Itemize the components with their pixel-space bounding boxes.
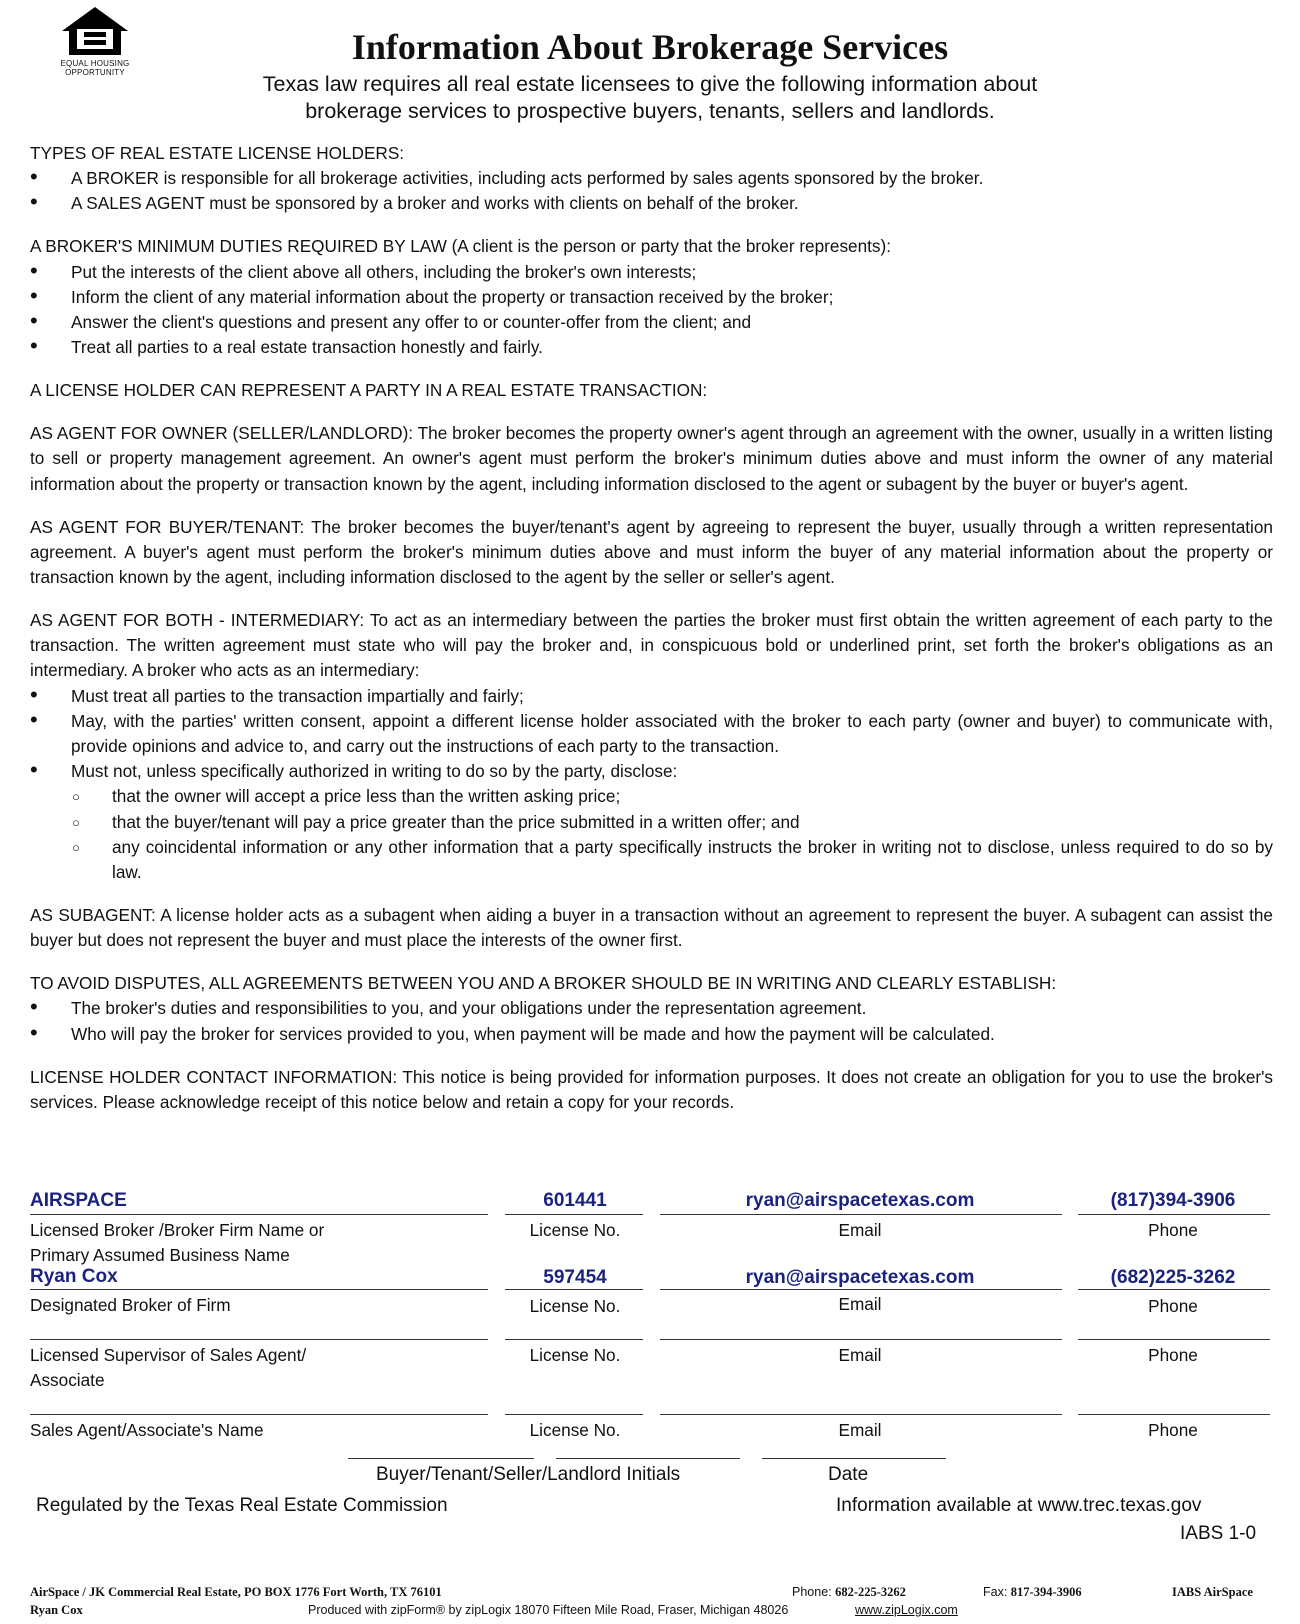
date-line[interactable] — [762, 1458, 946, 1459]
phone-label: Phone — [1148, 1296, 1198, 1316]
sales-agent-name-line[interactable] — [30, 1414, 488, 1415]
list-item — [30, 310, 1273, 335]
disputes-heading: TO AVOID DISPUTES, ALL AGREEMENTS BETWEEN YOU AND A BROKER SHOULD BE IN WRITING AND CLEARLY ESTABLISH: — [30, 973, 1057, 994]
bullet-icon: • — [30, 308, 38, 334]
circle-bullet-icon: ○ — [72, 814, 80, 830]
license-label: License No. — [529, 1220, 621, 1240]
bullet-icon: • — [30, 164, 38, 190]
subtitle-line2: brokerage services to prospective buyers, tenants, sellers and landlords. — [305, 99, 995, 123]
email-label: Email — [838, 1220, 882, 1240]
sub-list-item-text: any coincidental information or any other information that a party specifically instructs the broker in writing not to disclose, unless required to do so by law. — [112, 836, 1273, 883]
phone-value: 682-225-3262 — [835, 1585, 906, 1599]
list-item — [30, 759, 1273, 784]
signature-line — [505, 1289, 643, 1290]
signature-line — [30, 1289, 488, 1290]
page-title: Information About Brokerage Services — [351, 27, 949, 67]
phone-label: Phone — [1148, 1220, 1198, 1240]
sales-agent-license-line[interactable] — [505, 1414, 643, 1415]
list-item-text: Must treat all parties to the transaction impartially and fairly; — [71, 685, 524, 706]
license-label: License No. — [529, 1345, 621, 1365]
field-label: Primary Assumed Business Name — [30, 1245, 290, 1265]
signature-line — [505, 1214, 643, 1215]
subtitle-line1: Texas law requires all real estate licensees to give the following information about — [262, 72, 1038, 96]
bullet-icon: • — [30, 282, 38, 308]
bullet-icon: • — [30, 257, 38, 283]
contact-info-paragraph: LICENSE HOLDER CONTACT INFORMATION: This notice is being provided for information purposes. It does not create an obligation for you to use the broker's services. Please acknowledge receipt of this notice below and retain a copy for your records. — [30, 1066, 1273, 1112]
phone-label: Phone — [1148, 1345, 1198, 1365]
broker-email-field[interactable]: ryan@airspacetexas.com — [745, 1190, 975, 1211]
list-item — [30, 996, 1273, 1021]
footer-fax — [983, 1585, 1082, 1600]
phone-label: Phone — [1148, 1420, 1198, 1440]
logo-line2: OPPORTUNITY — [65, 68, 125, 77]
field-label: Designated Broker of Firm — [30, 1295, 231, 1315]
list-item-text: Inform the client of any material information about the property or transaction received by the broker; — [71, 286, 834, 307]
agent-name: Ryan Cox — [30, 1603, 83, 1617]
regulated-by-text: Regulated by the Texas Real Estate Commission — [36, 1495, 448, 1516]
trec-info-text: Information available at www.trec.texas.gov — [836, 1495, 1202, 1516]
list-item — [30, 282, 1273, 310]
list-item — [30, 681, 1273, 709]
list-item-text: A BROKER is responsible for all brokerage activities, including acts performed by sales agents sponsored by the broker. — [71, 168, 984, 189]
supervisor-email-line[interactable] — [660, 1339, 1062, 1340]
list-item — [30, 706, 1273, 759]
sub-list-item — [30, 835, 1273, 885]
initials-line-1[interactable] — [348, 1458, 534, 1459]
list-item — [30, 257, 1273, 285]
sub-list-item-text: that the buyer/tenant will pay a price greater than the price submitted in a written offer; and — [112, 811, 800, 832]
list-item — [30, 335, 1273, 360]
company-address: AirSpace / JK Commercial Real Estate, PO BOX 1776 Fort Worth, TX 76101 — [30, 1585, 442, 1599]
list-item-text: The broker's duties and responsibilities to you, and your obligations under the representation agreement. — [71, 998, 867, 1019]
license-label: License No. — [529, 1296, 621, 1316]
document-body — [30, 141, 1273, 1115]
email-label: Email — [838, 1345, 882, 1365]
signature-line — [1078, 1214, 1270, 1215]
duties-heading: A BROKER'S MINIMUM DUTIES REQUIRED BY LAW (A client is the person or party that the broker represents): — [30, 236, 892, 257]
supervisor-license-line[interactable] — [505, 1339, 643, 1340]
field-label: Licensed Broker /Broker Firm Name or — [30, 1220, 325, 1240]
signature-line — [30, 1214, 488, 1215]
bullet-icon: • — [30, 189, 38, 215]
initials-line-2[interactable] — [556, 1458, 740, 1459]
date-label: Date — [828, 1464, 869, 1485]
phone-label: Phone: — [792, 1585, 832, 1599]
bullet-icon: • — [30, 1019, 38, 1045]
list-item-text: Must not, unless specifically authorized in writing to do so by the party, disclose: — [71, 761, 678, 782]
doc-name: IABS AirSpace — [1172, 1585, 1253, 1599]
broker-firm-name-field[interactable]: AIRSPACE — [30, 1190, 127, 1211]
bullet-icon: • — [30, 333, 38, 359]
broker-license-field[interactable]: 601441 — [543, 1190, 607, 1211]
ziplogix-link[interactable]: www.zipLogix.com — [855, 1603, 958, 1617]
list-item-text: Answer the client's questions and present any offer to or counter-offer from the client; and — [71, 312, 752, 333]
broker-phone-field[interactable]: (817)394-3906 — [1110, 1190, 1236, 1211]
list-item — [30, 1019, 1273, 1047]
supervisor-phone-line[interactable] — [1078, 1339, 1270, 1340]
fax-value: 817-394-3906 — [1010, 1585, 1082, 1599]
list-item — [30, 191, 1273, 216]
bullet-icon: • — [30, 706, 38, 732]
supervisor-name-line[interactable] — [30, 1339, 488, 1340]
sub-list-item — [30, 810, 1273, 835]
field-label: Associate — [30, 1370, 105, 1390]
list-item-text: Treat all parties to a real estate transaction honestly and fairly. — [71, 337, 543, 358]
circle-bullet-icon: ○ — [72, 789, 80, 805]
list-item-text: Who will pay the broker for services provided to you, when payment will be made and how the payment will be calculated. — [71, 1023, 995, 1044]
designated-broker-field[interactable]: Ryan Cox — [30, 1266, 118, 1287]
intermediary-paragraph: AS AGENT FOR BOTH - INTERMEDIARY: To act as an intermediary between the parties the broker must first obtain the written agreement of each party to the transaction. The written agreement must state who will pay the broker and, in conspicuous bold or underlined print, set forth the broker's obligations as an intermediary. A broker who acts as an intermediary: — [30, 610, 1273, 681]
bullet-icon: • — [30, 757, 38, 783]
form-id: IABS 1-0 — [1180, 1523, 1257, 1544]
sub-list-item-text: that the owner will accept a price less than the written asking price; — [112, 786, 621, 807]
represent-heading: A LICENSE HOLDER CAN REPRESENT A PARTY IN A REAL ESTATE TRANSACTION: — [30, 380, 708, 401]
produced-with-text: Produced with zipForm® by zipLogix 18070 Fifteen Mile Road, Fraser, Michigan 48026 — [308, 1603, 789, 1617]
designated-broker-license-field[interactable]: 597454 — [543, 1267, 607, 1288]
page-subtitle — [200, 71, 1100, 125]
signature-line — [1078, 1289, 1270, 1290]
signature-line — [660, 1214, 1062, 1215]
sales-agent-phone-line[interactable] — [1078, 1414, 1270, 1415]
list-item-text: Put the interests of the client above all others, including the broker's own interests; — [71, 261, 697, 282]
list-item-text: A SALES AGENT must be sponsored by a broker and works with clients on behalf of the broker. — [71, 193, 799, 214]
buyer-agent-paragraph: AS AGENT FOR BUYER/TENANT: The broker becomes the buyer/tenant's agent by agreeing to represent the buyer, usually through a written representation agreement. A buyer's agent must perform the broker's minimum duties above and must inform the buyer of any material information about the property or transaction known by the agent, including information disclosed to the agent by the seller or seller's agent. — [30, 516, 1273, 588]
signature-line — [660, 1289, 1062, 1290]
field-label: Sales Agent/Associate's Name — [30, 1420, 264, 1440]
email-label: Email — [838, 1420, 882, 1440]
circle-bullet-icon: ○ — [72, 839, 80, 855]
list-item — [30, 166, 1273, 191]
initials-label: Buyer/Tenant/Seller/Landlord Initials — [376, 1464, 681, 1485]
sales-agent-email-line[interactable] — [660, 1414, 1062, 1415]
logo-line1: EQUAL HOUSING — [60, 59, 130, 68]
designated-broker-email-field[interactable]: ryan@airspacetexas.com — [745, 1267, 975, 1288]
types-heading: TYPES OF REAL ESTATE LICENSE HOLDERS: — [30, 143, 405, 163]
designated-broker-phone-field[interactable]: (682)225-3262 — [1110, 1267, 1236, 1288]
field-label: Licensed Supervisor of Sales Agent/ — [30, 1345, 307, 1365]
owner-agent-paragraph: AS AGENT FOR OWNER (SELLER/LANDLORD): The broker becomes the property owner's agent through an agreement with the owner, usually in a written listing to sell or property management agreement. An owner's agent must perform the broker's minimum duties above and must inform the owner of any material information about the property or transaction known by the agent, including information disclosed to the agent or subagent by the buyer or buyer's agent. — [30, 423, 1273, 494]
license-label: License No. — [529, 1420, 621, 1440]
bullet-icon: • — [30, 994, 38, 1020]
list-item-text: May, with the parties' written consent, appoint a different license holder associated with the broker to each party (owner and buyer) to communicate with, provide opinions and advice to, and carry out the instructions of each party to the transaction. — [71, 710, 1273, 757]
fax-label: Fax: — [983, 1585, 1008, 1599]
sub-list-item — [30, 784, 1273, 809]
email-label: Email — [838, 1294, 882, 1314]
subagent-paragraph: AS SUBAGENT: A license holder acts as a subagent when aiding a buyer in a transaction without an agreement to represent the buyer. A subagent can assist the buyer but does not represent the buyer and must place the interests of the owner first. — [30, 905, 1273, 951]
bullet-icon: • — [30, 681, 38, 707]
footer-phone — [792, 1585, 906, 1600]
